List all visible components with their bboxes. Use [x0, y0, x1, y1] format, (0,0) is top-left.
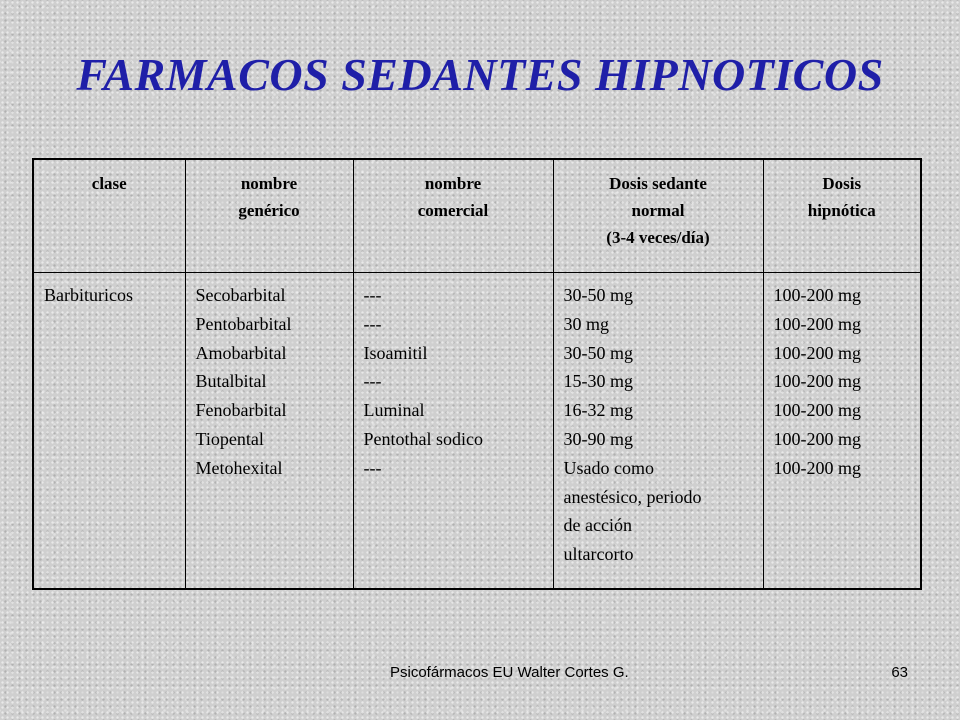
header-line: Dosis sedante: [609, 174, 707, 193]
header-clase: [33, 159, 185, 273]
header-line: nombre: [240, 174, 298, 193]
cell-line: Amobarbital: [195, 342, 287, 363]
cell-line: 100-200 mg: [773, 285, 861, 305]
table-header-row: [33, 159, 921, 273]
header-line: comercial: [417, 201, 489, 221]
header-nombre-comercial: [353, 159, 553, 273]
header-line: (3-4 veces/día): [606, 228, 710, 248]
cell-line: Luminal: [363, 400, 425, 421]
cell-line: Metohexital: [195, 457, 283, 478]
header-line: Dosis: [822, 174, 862, 193]
cell-line: ---: [363, 371, 382, 392]
cell-line: 100-200 mg: [773, 371, 861, 392]
cell-line: 100-200 mg: [773, 400, 861, 421]
cell-line: Fenobarbital: [195, 400, 287, 421]
footer-source: Psicofármacos EU Walter Cortes G.: [390, 664, 629, 681]
drug-table: [32, 158, 922, 590]
cell-line: Barbituricos: [44, 285, 133, 305]
cell-line: ---: [363, 285, 382, 305]
cell-line: ---: [363, 313, 382, 334]
cell-generico: [185, 273, 353, 590]
cell-line: 16-32 mg: [563, 400, 633, 421]
header-line: nombre: [424, 174, 482, 193]
cell-line: Tiopental: [195, 428, 264, 449]
header-line: clase: [91, 174, 127, 193]
cell-line: ---: [363, 457, 382, 478]
cell-comercial: [353, 273, 553, 590]
header-dosis-hipnotica: [763, 159, 921, 273]
cell-line: 100-200 mg: [773, 428, 861, 449]
cell-line: 15-30 mg: [563, 371, 633, 392]
cell-line: de acción: [563, 515, 632, 536]
header-line: hipnótica: [807, 201, 876, 221]
cell-dosis-sedante: [553, 273, 763, 590]
cell-line: ultarcorto: [563, 544, 634, 565]
cell-line: Pentobarbital: [195, 313, 292, 334]
cell-line: anestésico, periodo: [563, 486, 702, 507]
header-nombre-generico: [185, 159, 353, 273]
cell-line: Butalbital: [195, 371, 267, 392]
page-number: 63: [891, 664, 908, 681]
cell-line: Secobarbital: [195, 285, 286, 305]
cell-line: 30-50 mg: [563, 285, 633, 305]
cell-line: 100-200 mg: [773, 457, 861, 478]
cell-dosis-hipnotica: [763, 273, 921, 590]
table-row: [33, 273, 921, 590]
cell-line: 30-90 mg: [563, 428, 633, 449]
header-line: normal: [631, 201, 685, 221]
header-dosis-sedante: [553, 159, 763, 273]
slide-title: FARMACOS SEDANTES HIPNOTICOS: [76, 49, 884, 100]
cell-line: 30-50 mg: [563, 342, 633, 363]
header-line: genérico: [238, 201, 300, 221]
cell-line: Isoamitil: [363, 342, 428, 363]
cell-line: Usado como: [563, 457, 654, 478]
cell-line: 100-200 mg: [773, 313, 861, 334]
cell-line: 30 mg: [563, 313, 610, 334]
cell-clase: [33, 273, 185, 590]
cell-line: Pentothal sodico: [363, 428, 483, 449]
cell-line: 100-200 mg: [773, 342, 861, 363]
